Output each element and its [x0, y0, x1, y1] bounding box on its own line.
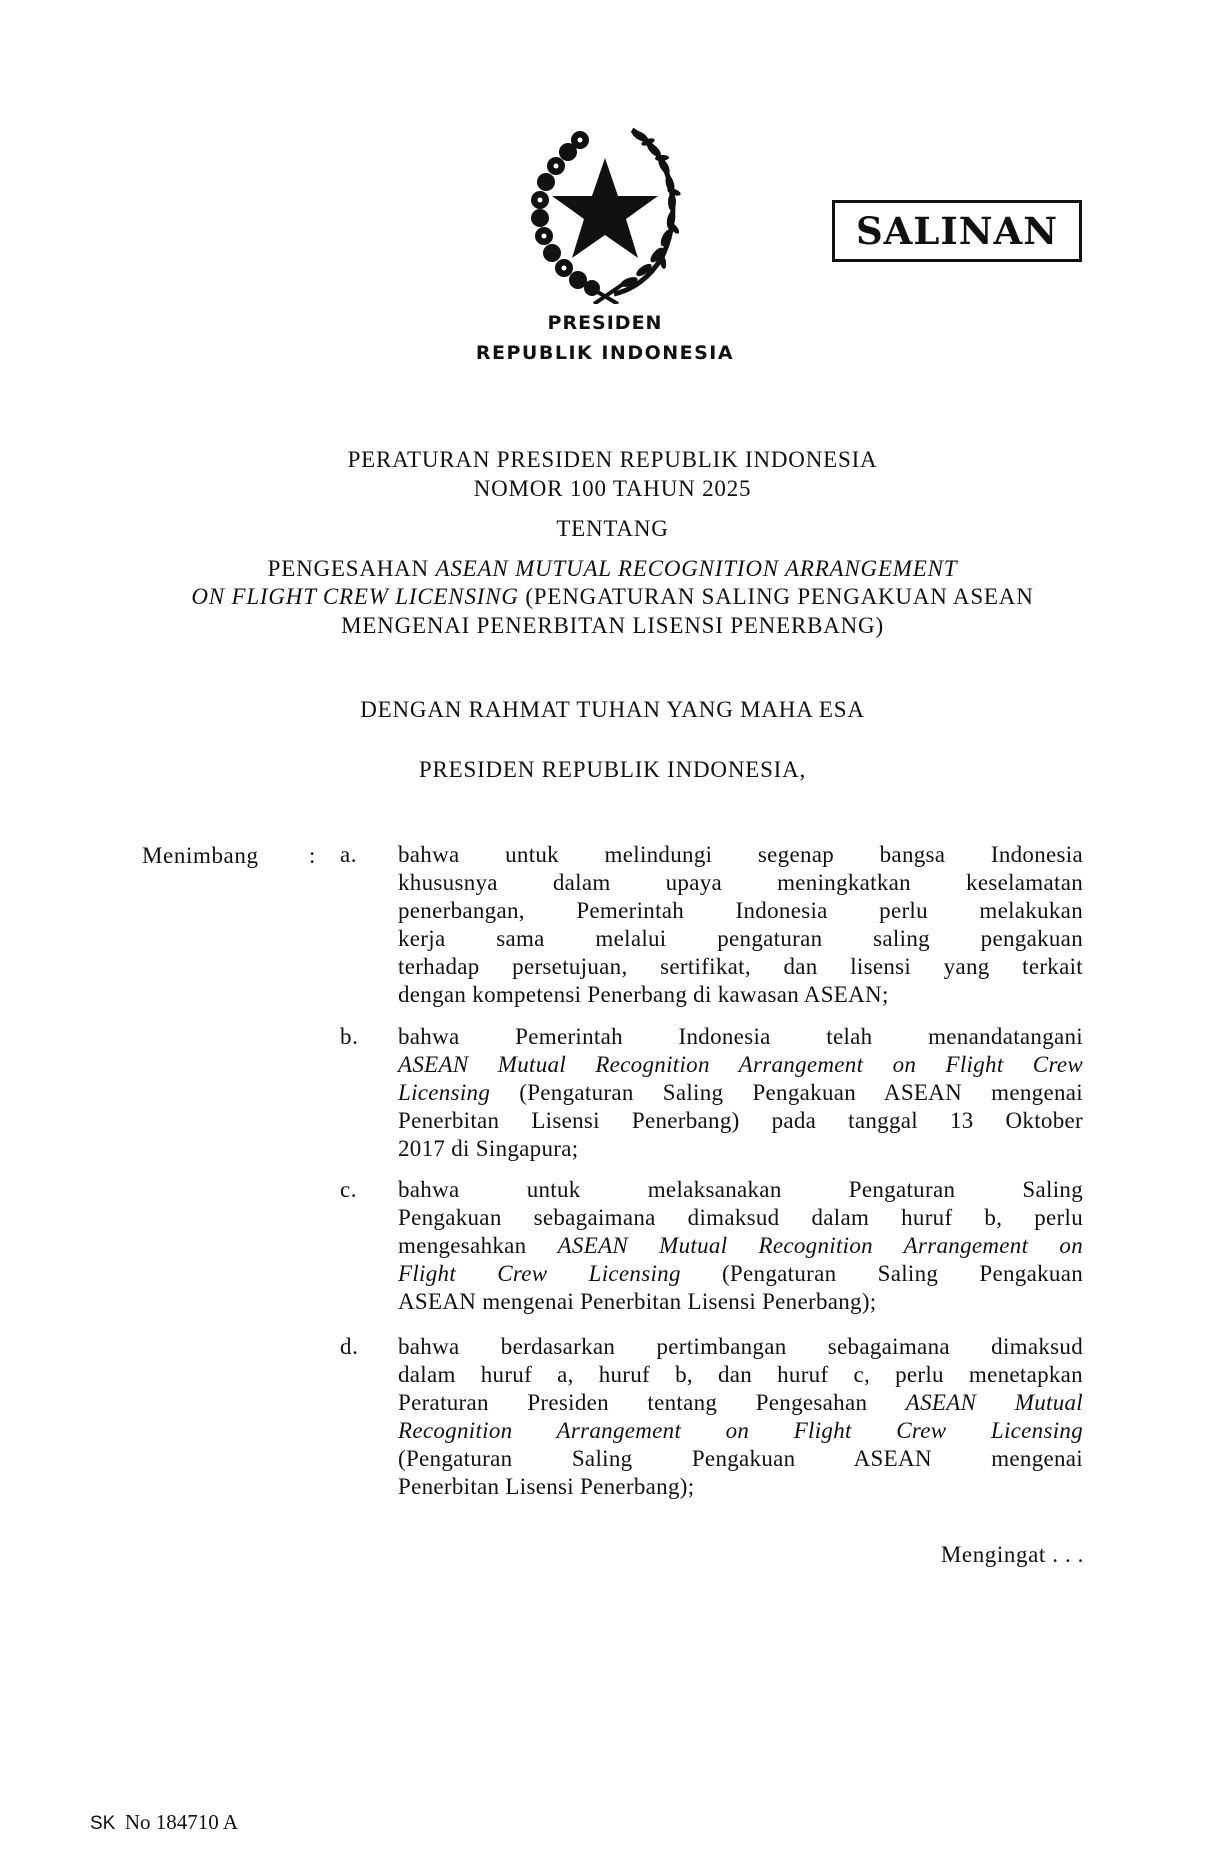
text: penerbangan, Pemerintah Indonesia perlu melakukan [398, 898, 1083, 923]
italic-text: ASEAN Mutual Recognition Arrangement on Flight Crew [398, 1052, 1083, 1077]
text: terhadap persetujuan, sertifikat, dan lisensi yang terkait [398, 954, 1083, 979]
item-marker: c. [340, 1177, 358, 1202]
text: bahwa Pemerintah Indonesia telah menandatangani [398, 1024, 1083, 1049]
stamp-label: SALINAN [855, 208, 1059, 253]
consideration-line [398, 1206, 1083, 1229]
consideration-line [398, 1335, 1083, 1358]
text: dalam huruf a, huruf b, dan huruf c, perlu menetapkan [398, 1362, 1083, 1387]
consideration-line [398, 1025, 1083, 1048]
regulation-title: PERATURAN PRESIDEN REPUBLIK INDONESIA [347, 447, 878, 472]
document-serial-number [90, 1812, 238, 1833]
text: dengan kompetensi Penerbang di kawasan ASEAN; [398, 982, 889, 1007]
italic-text: Flight Crew Licensing [398, 1261, 681, 1286]
consideration-line [398, 1234, 1083, 1257]
salinan-stamp [832, 200, 1082, 262]
consideration-line [398, 1363, 1083, 1386]
text: bahwa berdasarkan pertimbangan sebagaimana dimaksud [398, 1334, 1083, 1359]
regulation-subject-line [100, 614, 1125, 637]
serial-number: No 184710 A [124, 1810, 239, 1834]
consideration-line [398, 1137, 1083, 1160]
item-marker: d. [340, 1334, 359, 1359]
consideration-line [398, 927, 1083, 950]
text: Penerbitan Lisensi Penerbang); [398, 1474, 695, 1499]
text: ASEAN mengenai Penerbitan Lisensi Penerbang); [398, 1289, 877, 1314]
consideration-line [398, 1475, 1083, 1498]
office-heading-republik: REPUBLIK INDONESIA [475, 342, 735, 364]
italic-text: ASEAN Mutual [905, 1390, 1083, 1415]
italic-text: ASEAN Mutual Recognition Arrangement on [557, 1233, 1083, 1258]
text: (PENGATURAN SALING PENGAKUAN ASEAN [518, 584, 1034, 609]
consideration-line [398, 1053, 1083, 1076]
consideration-line [398, 1109, 1083, 1132]
italic-text: ASEAN MUTUAL RECOGNITION ARRANGEMENT [435, 556, 958, 581]
presidential-emblem-icon [522, 122, 688, 304]
text: 2017 di Singapura; [398, 1136, 579, 1161]
text: khususnya dalam upaya meningkatkan keselamatan [398, 870, 1083, 895]
text: PENGESAHAN [267, 556, 436, 581]
italic-text: Licensing [398, 1080, 491, 1105]
text: MENGENAI PENERBITAN LISENSI PENERBANG) [341, 613, 884, 638]
invocation: DENGAN RAHMAT TUHAN YANG MAHA ESA [360, 697, 865, 722]
consideration-line [398, 983, 1083, 1006]
text: (Pengaturan Saling Pengakuan [680, 1261, 1083, 1286]
text: (Pengaturan Saling Pengakuan ASEAN mengenai [398, 1446, 1083, 1471]
consideration-line [398, 899, 1083, 922]
regulation-subject-line [100, 557, 1125, 580]
section-label-menimbang: Menimbang [142, 843, 259, 868]
text: Peraturan Presiden tentang Pengesahan [398, 1390, 906, 1415]
regulation-number: NOMOR 100 TAHUN 2025 [473, 476, 752, 501]
consideration-line [398, 1419, 1083, 1442]
text: Pengakuan sebagaimana dimaksud dalam huruf b, perlu [398, 1205, 1083, 1230]
consideration-line [398, 1081, 1083, 1104]
consideration-line [398, 1178, 1083, 1201]
text: (Pengaturan Saling Pengakuan ASEAN mengenai [490, 1080, 1083, 1105]
consideration-line [398, 1447, 1083, 1470]
consideration-line [398, 1391, 1083, 1414]
text: mengesahkan [398, 1233, 558, 1258]
consideration-line [398, 955, 1083, 978]
consideration-line [398, 1262, 1083, 1285]
italic-text: Recognition Arrangement on Flight Crew Licensing [398, 1418, 1083, 1443]
section-separator: : [309, 843, 316, 868]
office-heading-presiden: PRESIDEN [547, 312, 663, 334]
text: bahwa untuk melindungi segenap bangsa Indonesia [398, 842, 1083, 867]
consideration-line [398, 871, 1083, 894]
item-marker: b. [340, 1024, 359, 1049]
text: Penerbitan Lisensi Penerbang) pada tanggal 13 Oktober [398, 1108, 1083, 1133]
consideration-line [398, 1290, 1083, 1313]
continuation-marker: Mengingat . . . [940, 1542, 1084, 1567]
consideration-line [398, 843, 1083, 866]
text: bahwa untuk melaksanakan Pengaturan Saling [398, 1177, 1083, 1202]
regulation-about: TENTANG [556, 516, 669, 541]
serial-prefix: SK [90, 1813, 116, 1834]
authority-line: PRESIDEN REPUBLIK INDONESIA, [418, 757, 807, 782]
italic-text: ON FLIGHT CREW LICENSING [191, 584, 519, 609]
item-marker: a. [340, 842, 358, 867]
text: kerja sama melalui pengaturan saling pengakuan [398, 926, 1083, 951]
regulation-subject-line [100, 585, 1125, 608]
